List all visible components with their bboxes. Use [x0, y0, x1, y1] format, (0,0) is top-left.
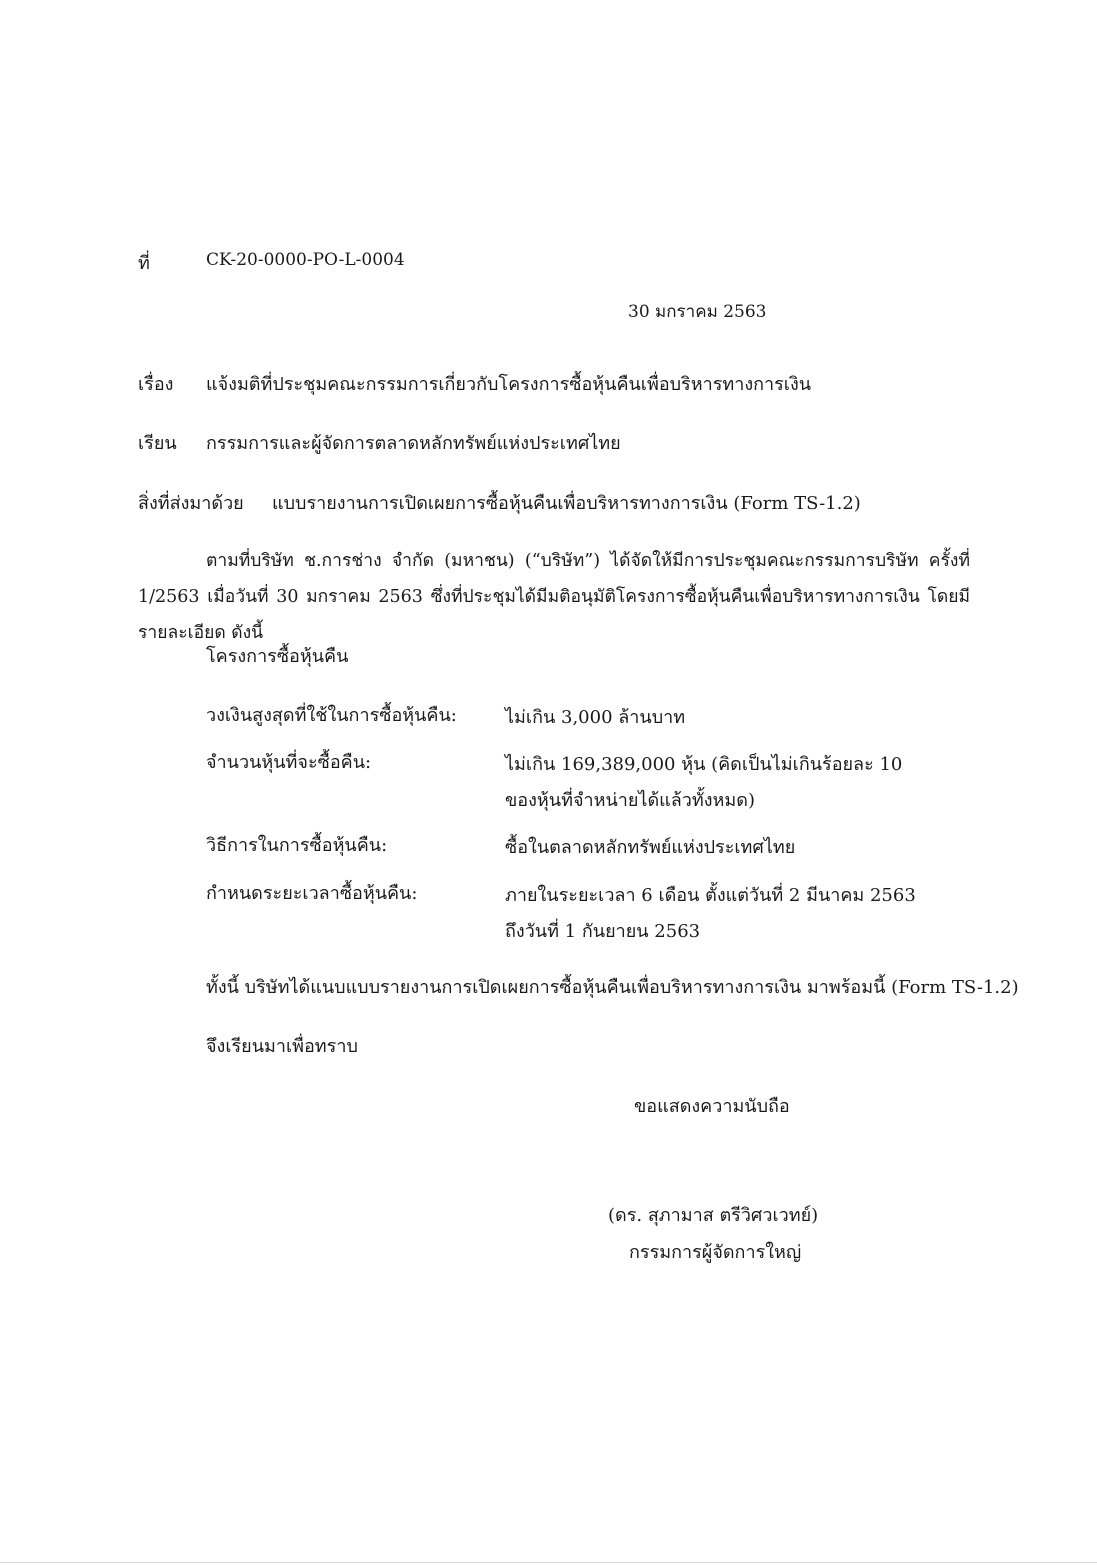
reference-label: ที่: [138, 253, 150, 274]
detail-value-max-budget: [505, 700, 685, 736]
enclosure-label: สิ่งที่ส่งมาด้วย: [138, 493, 244, 514]
closing-note: ทั้งนี้ บริษัทได้แนบแบบรายงานการเปิดเผยการซื้อหุ้นคืนเพื่อบริหารทางการเงิน มาพร้อมนี้ (Form TS-1.2): [206, 977, 1019, 998]
closing-inform: จึงเรียนมาเพื่อทราบ: [206, 1036, 358, 1057]
detail-label-max-budget: วงเงินสูงสุดที่ใช้ในการซื้อหุ้นคืน:: [206, 705, 457, 726]
section-title: โครงการซื้อหุ้นคืน: [206, 646, 349, 667]
letter-date: 30 มกราคม 2563: [628, 302, 767, 322]
detail-value-line: ของหุ้นที่จำหน่ายได้แล้วทั้งหมด): [505, 790, 755, 811]
detail-value-line: ไม่เกิน 169,389,000 หุ้น (คิดเป็นไม่เกินร้อยละ 10: [505, 754, 903, 775]
detail-value-share-count: [505, 747, 902, 819]
page-bottom-edge: [0, 1562, 1097, 1563]
detail-value-line: ภายในระยะเวลา 6 เดือน ตั้งแต่วันที่ 2 มีนาคม 2563: [505, 885, 916, 906]
detail-label-method: วิธีการในการซื้อหุ้นคืน:: [206, 835, 388, 856]
detail-value-line: ซื้อในตลาดหลักทรัพย์แห่งประเทศไทย: [505, 837, 796, 858]
reference-number: CK-20-0000-PO-L-0004: [206, 250, 405, 270]
regards: ขอแสดงความนับถือ: [634, 1096, 790, 1117]
detail-label-period: กำหนดระยะเวลาซื้อหุ้นคืน:: [206, 883, 418, 904]
detail-label-share-count: จำนวนหุ้นที่จะซื้อคืน:: [206, 752, 372, 773]
detail-value-method: [505, 830, 795, 866]
subject-label: เรื่อง: [138, 374, 174, 395]
enclosure-text: แบบรายงานการเปิดเผยการซื้อหุ้นคืนเพื่อบริหารทางการเงิน (Form TS-1.2): [272, 493, 861, 514]
subject-text: แจ้งมติที่ประชุมคณะกรรมการเกี่ยวกับโครงการซื้อหุ้นคืนเพื่อบริหารทางการเงิน: [206, 374, 812, 395]
detail-value-period: [505, 878, 916, 950]
recipient-text: กรรมการและผู้จัดการตลาดหลักทรัพย์แห่งประเทศไทย: [206, 433, 621, 454]
signer-title: กรรมการผู้จัดการใหญ่: [629, 1242, 802, 1263]
signer-name: (ดร. สุภามาส ตรีวิศวเวทย์): [608, 1205, 819, 1226]
detail-value-line: ไม่เกิน 3,000 ล้านบาท: [505, 707, 686, 728]
recipient-label: เรียน: [138, 433, 177, 454]
detail-value-line: ถึงวันที่ 1 กันยายน 2563: [505, 921, 701, 942]
body-paragraph: ตามที่บริษัท ช.การช่าง จำกัด (มหาชน) (“บริษัท”) ได้จัดให้มีการประชุมคณะกรรมการบริษัท ครั้งที่ 1/2563 เมื่อวันที่ 30 มกราคม 2563 ซึ่งที่ประชุมได้มีมติอนุมัติโครงการซื้อหุ้นคืนเพื่อบริหารทางการเงิน โดยมีรายละเอียด ดังนี้: [138, 551, 970, 643]
